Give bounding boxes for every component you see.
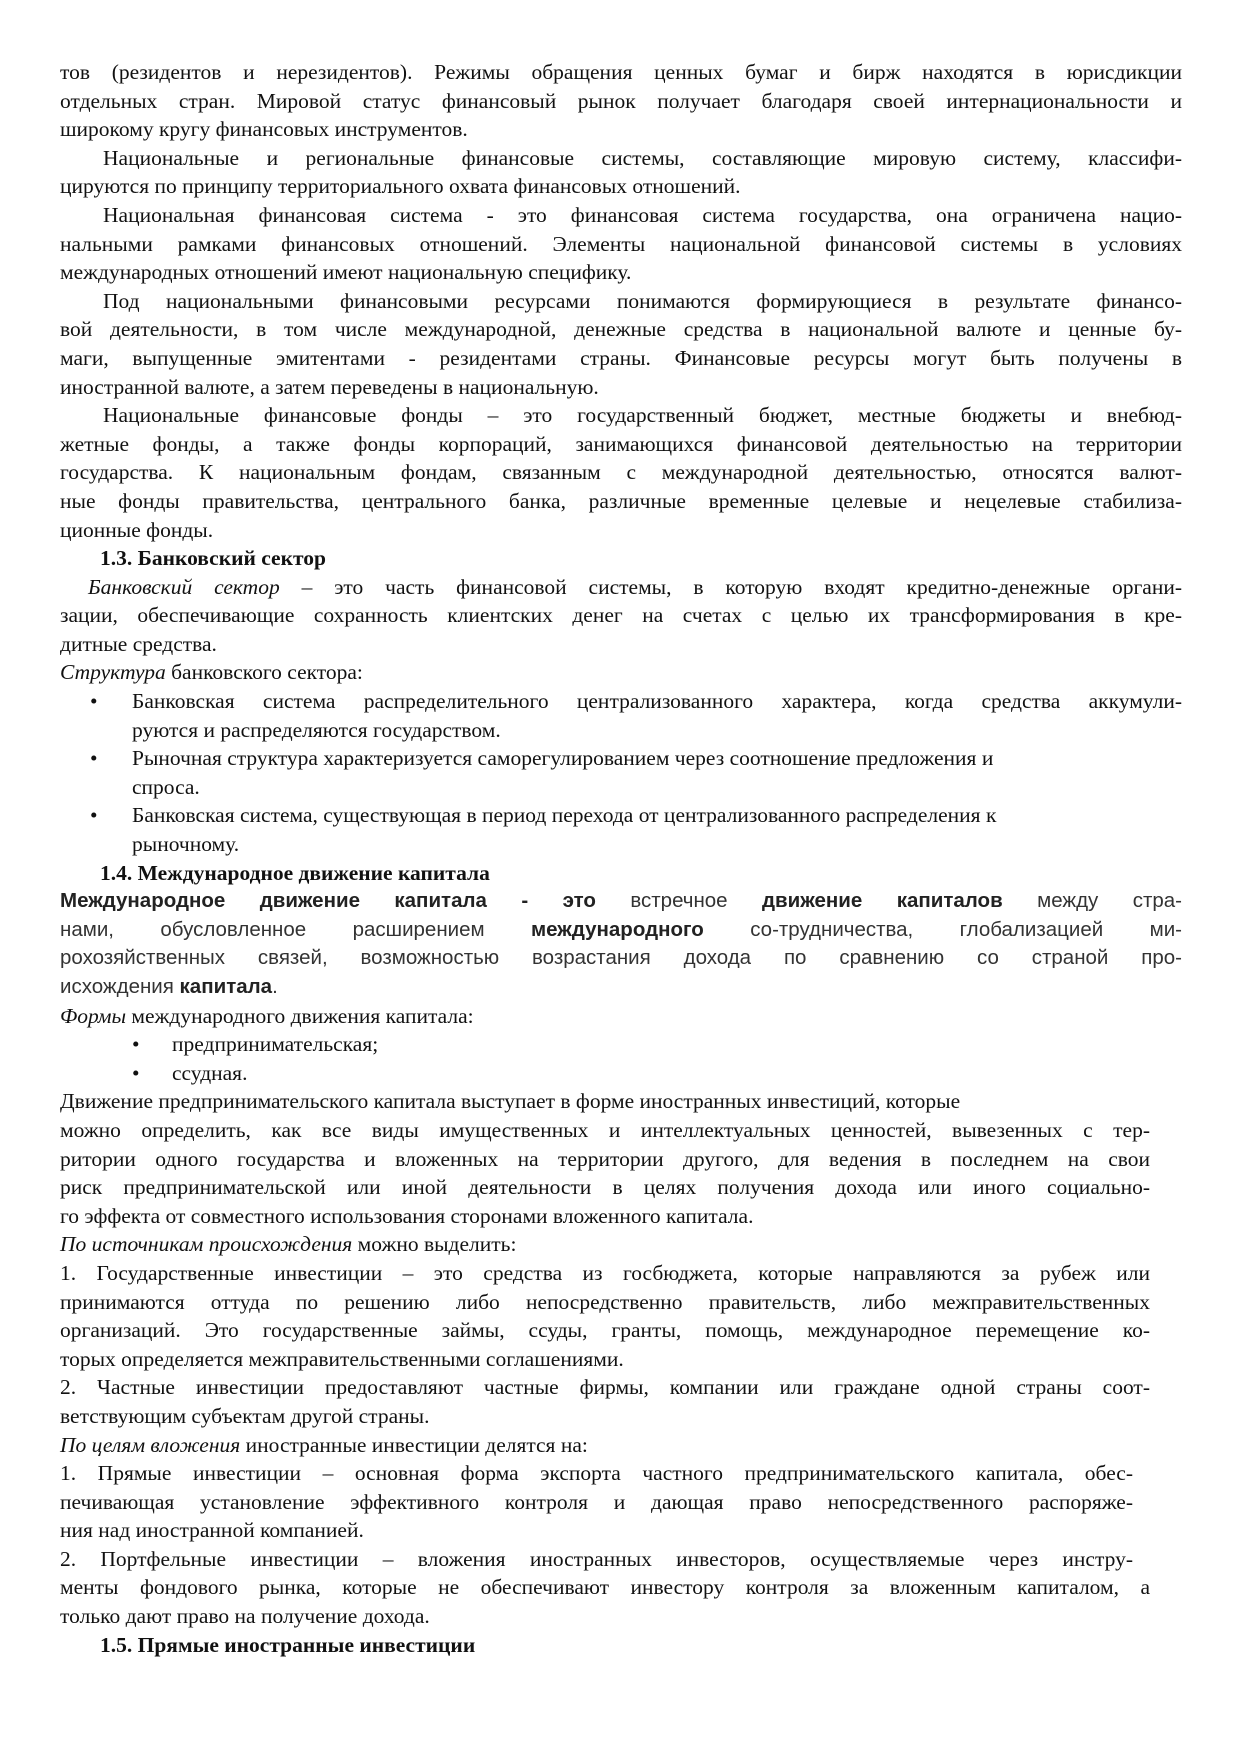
capital-forms-list (60, 1030, 1182, 1087)
bullet-icon: • (132, 1060, 140, 1085)
text-line: Национальная финансовая система - это финансовая система государства, она ограничена нацио- (103, 202, 1182, 227)
text-line: Международное движение капитала - это встречное движение капиталов между стра- (60, 889, 1182, 913)
text-line: ссудная. (172, 1060, 248, 1085)
list-item (60, 687, 1182, 744)
text-line: вой деятельности, в том числе международной, денежные средства в национальной валюте и ценные бу- (60, 317, 1182, 342)
text-line: ные фонды правительства, центрального банка, различные временные целевые и нецелевые стабилиза- (60, 488, 1182, 513)
paragraph-market-status (60, 58, 1182, 144)
structure-intro: Структура банковского сектора: (60, 660, 363, 685)
text-line: нальными рамками финансовых отношений. Элементы национальной финансовой системы в условиях (60, 231, 1182, 256)
document-page (60, 58, 1182, 1659)
text-line: менты фондового рынка, которые не обеспечивают инвестору контроля за вложенным капиталом, а (60, 1575, 1150, 1600)
paragraph-entrepreneurial-capital (60, 1087, 1182, 1230)
list-item (60, 1030, 1182, 1059)
text-line: Национальные финансовые фонды – это государственный бюджет, местные бюджеты и внебюд- (103, 403, 1182, 428)
text-line: руются и распределяются государством. (132, 717, 501, 742)
text-line: рохозяйственных связей, возможностью возрастания дохода по сравнению со страной про- (60, 946, 1182, 970)
text-line: можно определить, как все виды имущественных и интеллектуальных ценностей, вывезенных с тер- (60, 1117, 1150, 1142)
text-line: 1. Государственные инвестиции – это средства из госбюджета, которые направляются за рубеж или (60, 1260, 1150, 1285)
source-list (60, 1259, 1182, 1431)
text-line: ветствующим субъектам другой страны. (60, 1403, 430, 1428)
text-line: тов (резидентов и нерезидентов). Режимы обращения ценных бумаг и бирж находятся в юрисдикции (60, 60, 1182, 84)
list-item (60, 1059, 1182, 1088)
text-line: 2. Частные инвестиции предоставляют частные фирмы, компании или граждане одной страны соот- (60, 1375, 1150, 1400)
text-line: организаций. Это государственные займы, ссуды, гранты, помощь, международное перемещение ко- (60, 1318, 1150, 1343)
text-line: международных отношений имеют национальную специфику. (60, 260, 632, 285)
list-item (60, 1259, 1182, 1373)
text-line: риск предпринимательской или иной деятельности в целях получения дохода или иного социально- (60, 1175, 1150, 1200)
text-line: только дают право на получение дохода. (60, 1604, 430, 1629)
goal-list (60, 1459, 1182, 1631)
bullet-icon: • (132, 1032, 140, 1057)
by-goal-intro: По целям вложения иностранные инвестиции делятся на: (60, 1432, 588, 1457)
term-by-goal: По целям вложения (60, 1432, 241, 1457)
text-line: Под национальными финансовыми ресурсами понимаются формирующиеся в результате финансо- (103, 288, 1182, 313)
term-by-source: По источникам происхождения (60, 1232, 353, 1257)
text-line: спроса. (132, 774, 200, 799)
text-line: Банковская система, существующая в период перехода от централизованного распределения к (132, 803, 997, 828)
text-line: 2. Портфельные инвестиции – вложения иностранных инвесторов, осуществляемые через инстру- (60, 1546, 1133, 1571)
text-line: 1. Прямые инвестиции – основная форма экспорта частного предпринимательского капитала, обес- (60, 1461, 1133, 1486)
list-item (60, 744, 1182, 801)
banking-structure-list (60, 687, 1182, 859)
text-line: ционные фонды. (60, 517, 214, 542)
text-line: го эффекта от совместного использования сторонами вложенного капитала. (60, 1203, 754, 1228)
section-heading-1-3: 1.3. Банковский сектор (100, 546, 326, 571)
term-banking-sector: Банковский сектор (88, 574, 280, 599)
text-line: Национальные и региональные финансовые системы, составляющие мировую систему, классифи- (103, 145, 1182, 170)
list-item (60, 1373, 1182, 1430)
text-line: Банковская система распределительного централизованного характера, когда средства аккумули- (132, 689, 1182, 714)
bullet-icon: • (90, 746, 98, 771)
text-line: торых определяется межправительственными соглашениями. (60, 1346, 624, 1371)
text-line: зации, обеспечивающие сохранность клиентских денег на счетах с целью их трансформирования в кре- (60, 603, 1182, 628)
text-line: Банковский сектор – это часть финансовой системы, в которую входят кредитно-денежные органи- (88, 574, 1182, 599)
list-item (60, 1459, 1182, 1545)
text-line: принимаются оттуда по решению либо непосредственно правительств, либо межправительственных (60, 1289, 1150, 1314)
text-line: широкому кругу финансовых инструментов. (60, 117, 468, 142)
text-line: дитные средства. (60, 631, 217, 656)
text-line: цируются по принципу территориального охвата финансовых отношений. (60, 174, 741, 199)
text-line: маги, выпущенные эмитентами - резидентами страны. Финансовые ресурсы могут быть получены в (60, 345, 1182, 370)
text-line: нами, обусловленное расширением международного со-трудничества, глобализацией ми- (60, 917, 1182, 941)
text-line: государства. К национальным фондам, связанным с международной деятельностью, относятся валют- (60, 460, 1182, 485)
paragraph-banking-sector-definition (60, 573, 1182, 659)
bullet-icon: • (90, 803, 98, 828)
text-line: ритории одного государства и вложенных на территории другого, для ведения в последнем на свои (60, 1146, 1150, 1171)
paragraph-national-financial-system (60, 201, 1182, 287)
list-item (60, 1545, 1182, 1631)
text-line: Рыночная структура характеризуется саморегулированием через соотношение предложения и (132, 746, 994, 771)
text-line: отдельных стран. Мировой статус финансовый рынок получает благодаря своей интернациональности и (60, 88, 1182, 113)
text-line: жетные фонды, а также фонды корпораций, занимающихся финансовой деятельностью на территории (60, 431, 1182, 456)
text-line: печивающая установление эффективного контроля и дающая право непосредственного распоряже- (60, 1489, 1133, 1514)
paragraph-national-regional-systems (60, 144, 1182, 201)
section-heading-1-4: 1.4. Международное движение капитала (100, 860, 490, 885)
text-line: ния над иностранной компанией. (60, 1518, 364, 1543)
text-line: рыночному. (132, 832, 240, 857)
by-source-intro: По источникам происхождения можно выделить: (60, 1232, 517, 1257)
section-heading-1-5: 1.5. Прямые иностранные инвестиции (100, 1632, 476, 1657)
text-line: Движение предпринимательского капитала выступает в форме иностранных инвестиций, которые (60, 1089, 961, 1114)
term-structure: Структура (60, 660, 166, 685)
paragraph-capital-movement-definition (60, 887, 1182, 1001)
bullet-icon: • (90, 689, 98, 714)
text-line: исхождения капитала. (60, 975, 278, 998)
paragraph-national-resources (60, 287, 1182, 401)
paragraph-national-funds (60, 401, 1182, 544)
forms-intro: Формы международного движения капитала: (60, 1003, 474, 1028)
term-forms: Формы (60, 1003, 127, 1028)
text-line: предпринимательская; (172, 1032, 379, 1057)
list-item (60, 801, 1182, 858)
text-line: иностранной валюте, а затем переведены в национальную. (60, 374, 599, 399)
